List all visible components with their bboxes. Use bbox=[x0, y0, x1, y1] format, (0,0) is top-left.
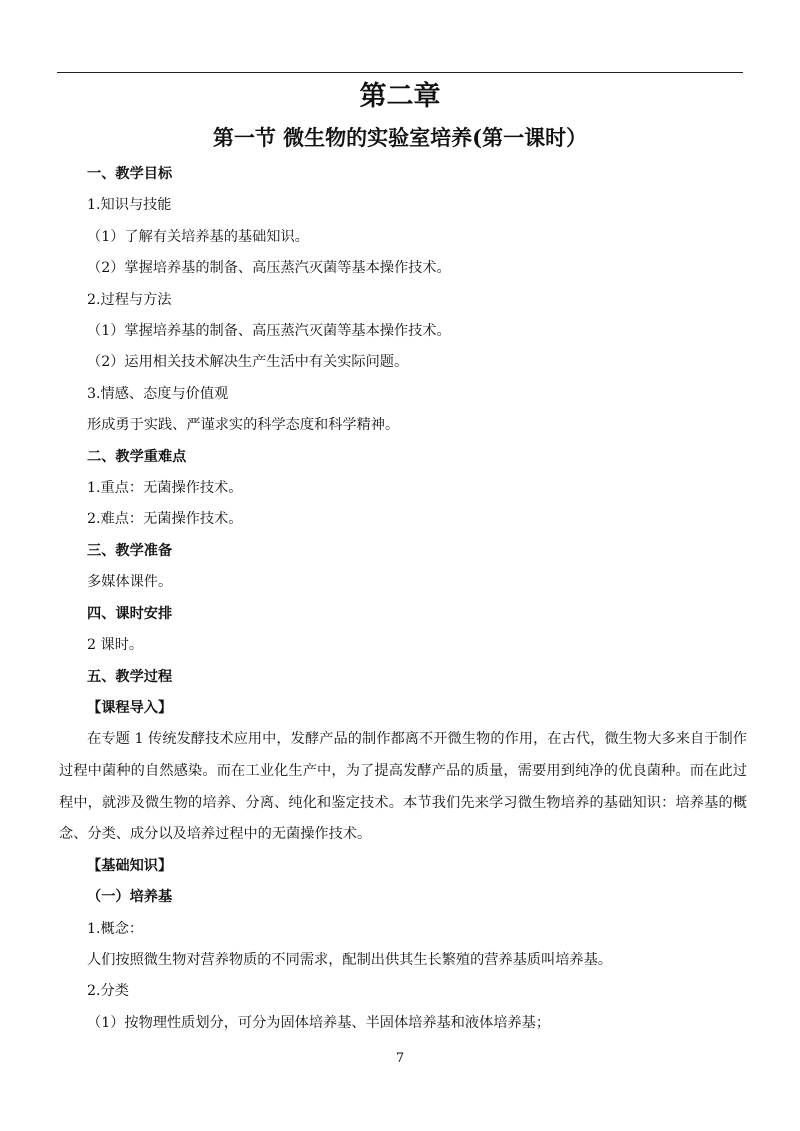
text-line: （1）按物理性质划分，可分为固体培养基、半固体培养基和液体培养基； bbox=[87, 1014, 551, 1031]
heading-medium: （一）培养基 bbox=[87, 889, 173, 906]
text-line: 人们按照微生物对营养物质的不同需求，配制出供其生长繁殖的营养基质叫培养基。 bbox=[87, 951, 612, 968]
heading-preparation: 三、教学准备 bbox=[87, 542, 173, 559]
text-line: 1.知识与技能 bbox=[87, 197, 172, 214]
text-line: 2.过程与方法 bbox=[87, 291, 172, 308]
text-line: 形成勇于实践、严谨求实的科学态度和科学精神。 bbox=[87, 417, 400, 434]
text-line: 1.概念： bbox=[87, 920, 144, 937]
text-line: （1）掌握培养基的制备、高压蒸汽灭菌等基本操作技术。 bbox=[87, 323, 451, 340]
heading-basics: 【基础知识】 bbox=[87, 857, 173, 874]
heading-key-points: 二、教学重难点 bbox=[87, 448, 187, 465]
text-line: 多媒体课件。 bbox=[87, 574, 173, 591]
heading-objectives: 一、教学目标 bbox=[87, 166, 173, 182]
page-number: 7 bbox=[395, 1051, 405, 1066]
section-title: 第一节 微生物的实验室培养(第一课时） bbox=[212, 125, 588, 150]
header-rule bbox=[57, 72, 743, 73]
text-line: 1.重点：无菌操作技术。 bbox=[87, 480, 243, 497]
heading-process: 五、教学过程 bbox=[87, 668, 173, 685]
intro-paragraph bbox=[59, 724, 747, 850]
heading-schedule: 四、课时安排 bbox=[87, 605, 173, 622]
document-body bbox=[59, 159, 747, 1039]
text-line: 2.分类 bbox=[87, 983, 129, 1000]
text-line: 2 课时。 bbox=[87, 637, 144, 654]
intro-paragraph-text: 在专题 1 传统发酵技术应用中，发酵产品的制作都离不开微生物的作用，在古代，微生物大多来自于制作过程中菌种的自然感染。而在工业化生产中，为了提高发酵产品的质量，需要用到纯净的优良菌种。而在此过程中，就涉及微生物的培养、分离、纯化和鉴定技术。本节我们先来学习微生物培养的基础知识：培养基的概念、分类、成分以及培养过程中的无菌操作技术。 bbox=[59, 731, 747, 843]
text-line: （2）运用相关技术解决生产生活中有关实际问题。 bbox=[87, 354, 409, 371]
heading-intro: 【课程导入】 bbox=[87, 699, 173, 716]
chapter-title: 第二章 bbox=[359, 81, 441, 112]
text-line: （2）掌握培养基的制备、高压蒸汽灭菌等基本操作技术。 bbox=[87, 260, 451, 277]
text-line: （1）了解有关培养基的基础知识。 bbox=[87, 228, 309, 245]
text-line: 3.情感、态度与价值观 bbox=[87, 385, 229, 402]
text-line: 2.难点：无菌操作技术。 bbox=[87, 511, 243, 528]
